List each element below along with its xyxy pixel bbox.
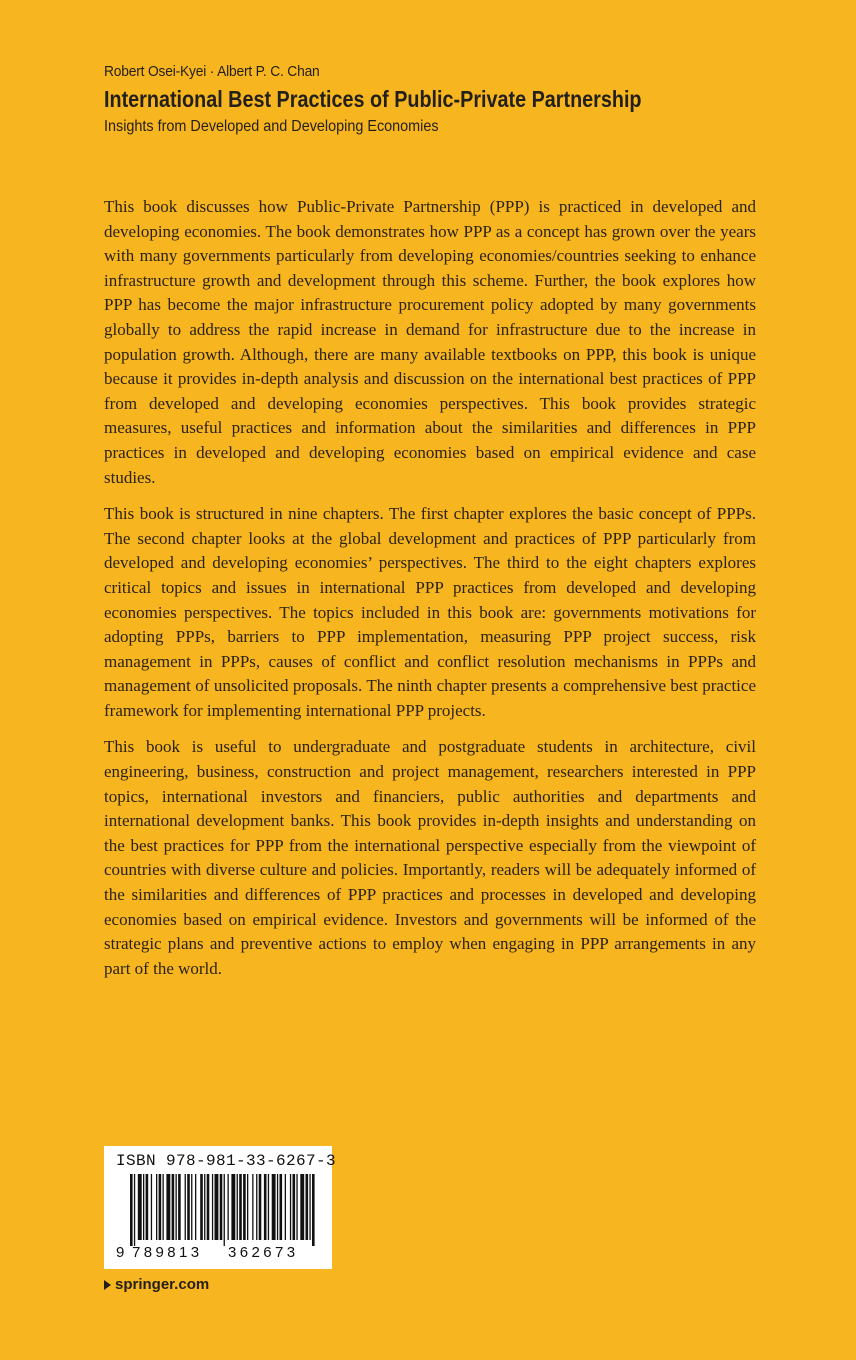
book-description: [104, 195, 756, 993]
isbn-digit-group-1: 789813: [132, 1244, 203, 1261]
barcode-bar: [309, 1174, 310, 1240]
isbn-barcode: [104, 1146, 337, 1269]
barcode-bar: [172, 1174, 175, 1240]
barcode-bar: [204, 1174, 205, 1240]
barcode-bar: [138, 1174, 142, 1240]
description-paragraph-3: This book is useful to undergraduate and postgraduate students in architecture, civil engineering, business, construction and project management, researchers interested in PPP topics, international investors and financiers, public authorities and departments and international development banks. This book provides in-depth insights and understanding on the best practices for PPP from the international perspective especially from the viewpoint of countries with diverse culture and policies. Importantly, readers will be adequately informed of the similarities and differences of PPP practices and processes in developed and developing economies based on empirical evidence. Investors and governments will be informed of the strategic plans and preventive actions to employ when engaging in PPP arrangements in any part of the world.: [104, 737, 756, 978]
barcode-bar: [207, 1174, 210, 1240]
barcode-bar: [285, 1174, 286, 1240]
barcode-bar: [231, 1174, 235, 1240]
barcode-bar: [200, 1174, 203, 1240]
barcode-bar: [280, 1174, 283, 1240]
barcode-bar: [306, 1174, 309, 1240]
barcode-bar: [293, 1174, 296, 1240]
barcode-bar: [191, 1174, 192, 1240]
isbn-digit-lead: 9: [116, 1244, 125, 1261]
barcode-bar: [247, 1174, 248, 1240]
barcode-bar: [237, 1174, 238, 1240]
barcode-bar: [166, 1174, 170, 1240]
barcode-bar: [146, 1174, 149, 1240]
barcode-bar: [220, 1174, 223, 1240]
triangle-right-icon: [104, 1280, 111, 1290]
barcode-bar: [187, 1174, 190, 1240]
barcode-bar: [290, 1174, 291, 1240]
barcode-bar: [243, 1174, 246, 1240]
barcode-bar: [296, 1174, 297, 1240]
barcode-bar: [252, 1174, 253, 1240]
description-paragraph-2: This book is structured in nine chapters. The first chapter explores the basic concept of PPPs. The second chapter looks at the global development and practices of PPP particularly from developed and developing economies’ perspectives. The third to the eight chapters explores critical topics and issues in international PPP practices from developed and developing economies perspectives. The topics included in this book are: governments motivations for adopting PPPs, barriers to PPP implementation, measuring PPP project success, risk management in PPPs, causes of conflict and conflict resolution mechanisms in PPPs and management of unsolicited proposals. The ninth chapter presents a comprehensive best practice framework for implementing international PPP projects.: [104, 504, 756, 720]
barcode-bar: [215, 1174, 219, 1240]
isbn-label: ISBN 978-981-33-6267-3: [116, 1152, 337, 1170]
publisher-link-text: springer.com: [115, 1276, 210, 1293]
barcode-bar: [212, 1174, 213, 1240]
description-paragraph-1: This book discusses how Public-Private Partnership (PPP) is practiced in developed and developing economies. The book demonstrates how PPP as a concept has grown over the years with many governments particularly from developing economies/countries seeking to enhance infrastructure growth and development through this scheme. Further, the book explores how PPP has become the major infrastructure procurement policy adopted by many governments globally to address the rapid increase in demand for infrastructure due to the increase in population growth. Although, there are many available textbooks on PPP, this book is unique because it provides in-depth analysis and discussion on the international best practices of PPP from developed and developing economies perspectives. This book provides strategic measures, useful practices and information about the similarities and differences in PPP practices in developed and developing economies based on empirical evidence and case studies.: [104, 197, 756, 487]
barcode-bar: [239, 1174, 242, 1240]
barcode-bar: [228, 1174, 229, 1240]
barcode-bar: [151, 1174, 152, 1240]
barcode-bar: [156, 1174, 157, 1240]
barcode-bar: [272, 1174, 276, 1240]
barcode-bar: [300, 1174, 304, 1240]
barcode-bar: [130, 1174, 133, 1246]
isbn-digit-group-2: 362673: [228, 1244, 299, 1261]
barcode-bar: [134, 1174, 135, 1246]
barcode-bar: [259, 1174, 262, 1240]
barcode-bar: [312, 1174, 315, 1246]
barcode-bar: [195, 1174, 196, 1240]
cover-header: [104, 62, 804, 138]
barcode-bar: [178, 1174, 181, 1240]
barcode-bar: [185, 1174, 186, 1240]
barcode-bar: [277, 1174, 278, 1240]
barcode-bar: [256, 1174, 257, 1240]
publisher-link[interactable]: [104, 1276, 209, 1293]
book-title: International Best Practices of Public-Private Partnership: [104, 86, 642, 112]
barcode-bar: [264, 1174, 267, 1240]
barcode-bars: [104, 1174, 332, 1246]
barcode-bar: [163, 1174, 164, 1240]
barcode-bar: [176, 1174, 177, 1240]
barcode-bar: [159, 1174, 162, 1240]
barcode-bar: [268, 1174, 269, 1240]
book-subtitle: Insights from Developed and Developing Economies: [104, 118, 439, 135]
barcode-bar: [224, 1174, 225, 1246]
barcode-bar: [143, 1174, 144, 1240]
book-authors: Robert Osei-Kyei · Albert P. C. Chan: [104, 63, 320, 80]
